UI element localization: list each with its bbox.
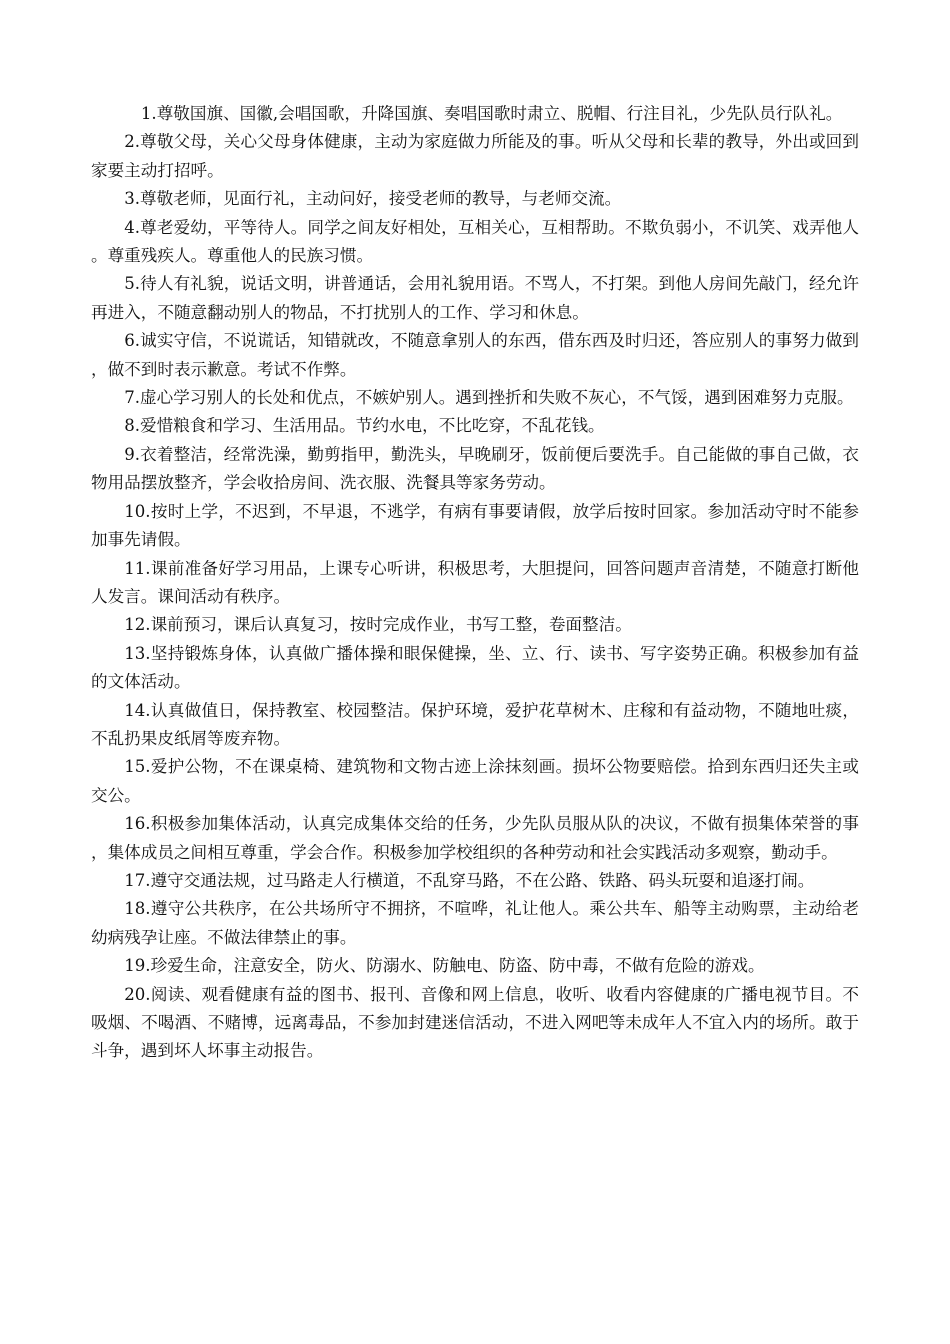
rule-item-9: 9.衣着整洁，经常洗澡，勤剪指甲，勤洗头，早晚刷牙，饭前便后要洗手。自己能做的事自己做，衣物用品摆放整齐，学会收拾房间、洗衣服、洗餐具等家务劳动。 (91, 444, 859, 493)
rule-item-11: 11.课前准备好学习用品，上课专心听讲，积极思考，大胆提问，回答问题声音清楚，不随意打断他人发言。课间活动有秩序。 (91, 558, 859, 606)
rule-item-8: 8.爱惜粮食和学习、生活用品。节约水电，不比吃穿，不乱花钱。 (124, 416, 605, 436)
rule-item-16: 16.积极参加集体活动，认真完成集体交给的任务，少先队员服从队的决议，不做有损集体荣誉的事，集体成员之间相互尊重，学会合作。积极参加学校组织的各种劳动和社会实践活动多观察，勤动手。 (91, 814, 859, 862)
rule-item-19: 19.珍爱生命，注意安全，防火、防溺水、防触电、防盗、防中毒，不做有危险的游戏。 (124, 956, 765, 976)
code-of-conduct-list (91, 100, 859, 1066)
rule-item-4: 4.尊老爱幼，平等待人。同学之间友好相处，互相关心，互相帮助。不欺负弱小，不讥笑、戏弄他人。尊重残疾人。尊重他人的民族习惯。 (91, 217, 859, 266)
rule-item-15: 15.爱护公物，不在课桌椅、建筑物和文物古迹上涂抹刻画。损坏公物要赔偿。拾到东西归还失主或交公。 (91, 757, 859, 805)
rule-item-12: 12.课前预习，课后认真复习，按时完成作业，书写工整，卷面整洁。 (124, 615, 632, 635)
rule-item-2: 2.尊敬父母，关心父母身体健康，主动为家庭做力所能及的事。听从父母和长辈的教导，外出或回到家要主动打招呼。 (91, 132, 859, 180)
rule-item-10: 10.按时上学，不迟到，不早退，不逃学，有病有事要请假，放学后按时回家。参加活动守时不能参加事先请假。 (91, 501, 859, 550)
rule-item-14: 14.认真做值日，保持教室、校园整洁。保护环境，爱护花草树木、庄稼和有益动物，不随地吐痰，不乱扔果皮纸屑等废弃物。 (91, 700, 859, 748)
rule-item-13: 13.坚持锻炼身体，认真做广播体操和眼保健操，坐、立、行、读书、写字姿势正确。积极参加有益的文体活动。 (91, 643, 859, 692)
rule-item-17: 17.遵守交通法规，过马路走人行横道，不乱穿马路，不在公路、铁路、码头玩耍和追逐打闹。 (124, 870, 815, 890)
rule-item-20: 20.阅读、观看健康有益的图书、报刊、音像和网上信息，收听、收看内容健康的广播电视节目。不吸烟、不喝酒、不赌博，远离毒品，不参加封建迷信活动，不进入网吧等未成年人不宜入内的场所。敢于斗争，遇到坏人坏事主动报告。 (91, 984, 859, 1061)
rule-item-5: 5.待人有礼貌，说话文明，讲普通话，会用礼貌用语。不骂人，不打架。到他人房间先敲门，经允许再进入，不随意翻动别人的物品，不打扰别人的工作、学习和休息。 (91, 274, 859, 322)
rule-item-1: 1.尊敬国旗、国徽,会唱国歌，升降国旗、奏唱国歌时肃立、脱帽、行注目礼，少先队员行队礼。 (140, 104, 843, 123)
rule-item-3: 3.尊敬老师，见面行礼，主动问好，接受老师的教导，与老师交流。 (124, 189, 622, 209)
rule-item-6: 6.诚实守信，不说谎话，知错就改，不随意拿别人的东西，借东西及时归还，答应别人的事努力做到，做不到时表示歉意。考试不作弊。 (91, 331, 859, 379)
rule-item-7: 7.虚心学习别人的长处和优点，不嫉妒别人。遇到挫折和失败不灰心，不气馁，遇到困难努力克服。 (124, 388, 854, 408)
rule-item-18: 18.遵守公共秩序，在公共场所守不拥挤，不喧哗，礼让他人。乘公共车、船等主动购票，主动给老幼病残孕让座。不做法律禁止的事。 (91, 899, 859, 947)
